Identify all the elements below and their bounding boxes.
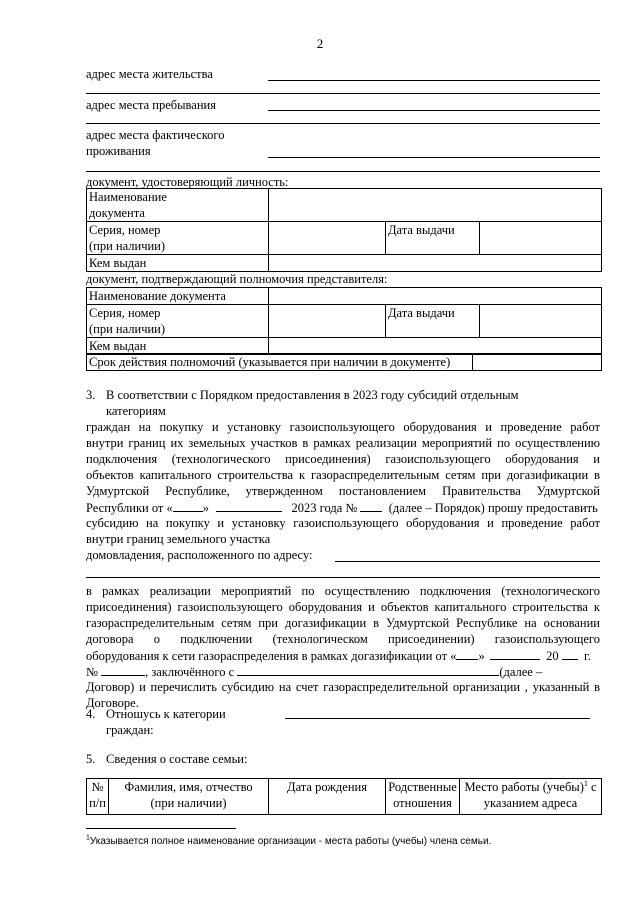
family-table-header bbox=[87, 779, 602, 815]
section3-body2-1: субсидию на покупку и установку газоиспользующего оборудования и проведение работ bbox=[86, 516, 600, 530]
identity-doc-series-field[interactable] bbox=[269, 222, 386, 255]
rep-doc-issue-date-field[interactable] bbox=[480, 305, 602, 338]
contract-date-line: оборудования к сети газораспределения в рамках догазификации от « » 20 г. bbox=[86, 649, 591, 663]
identity-doc-series-label: Серия, номер (при наличии) bbox=[87, 222, 269, 255]
residence-address-label: адрес места жительства bbox=[86, 67, 213, 81]
rep-doc-table bbox=[86, 287, 602, 355]
actual-address-label-1: адрес места фактического bbox=[86, 128, 225, 142]
section3-body-2: внутри границ их земельных участков в рамках реализации мероприятий по осуществлению bbox=[86, 436, 600, 450]
section3-body3-3: газораспределительным сетям при догазификации в Удмуртской Республике на основании bbox=[86, 616, 600, 630]
col-relation-header: Родственные отношения bbox=[386, 779, 460, 815]
rep-doc-name-field[interactable] bbox=[269, 288, 602, 305]
col-num-header: № п/п bbox=[87, 779, 109, 815]
rep-doc-issued-by-field[interactable] bbox=[269, 338, 602, 355]
stay-address-label: адрес места пребывания bbox=[86, 98, 216, 112]
contract-number-line: № , заключённого с (далее – bbox=[86, 665, 543, 679]
household-address-line2[interactable] bbox=[86, 577, 600, 578]
section4-line2: граждан: bbox=[106, 723, 154, 737]
stay-address-line2[interactable] bbox=[86, 123, 600, 124]
rep-doc-series-label: Серия, номер (при наличии) bbox=[87, 305, 269, 338]
rep-doc-issue-date-label: Дата выдачи bbox=[386, 305, 480, 338]
section3-body-1: граждан на покупку и установку газоиспользующего оборудования и проведение работ bbox=[86, 420, 600, 434]
rep-doc-series-field[interactable] bbox=[269, 305, 386, 338]
rep-doc-validity-table bbox=[86, 353, 602, 371]
page-number: 2 bbox=[316, 36, 324, 51]
section3-body-3: подключения (технологического присоединения) газоиспользующего оборудования и bbox=[86, 452, 600, 466]
rep-doc-validity-field[interactable] bbox=[473, 354, 602, 371]
identity-doc-name-field[interactable] bbox=[269, 189, 602, 222]
identity-doc-table bbox=[86, 188, 602, 272]
rep-doc-heading: документ, подтверждающий полномочия представителя: bbox=[86, 272, 388, 286]
rep-doc-validity-label: Срок действия полномочий (указывается при наличии в документе) bbox=[87, 354, 473, 371]
identity-doc-name-label: Наименование документа bbox=[87, 189, 269, 222]
footnote: $^1$Указывается полное наименование организации - места работы (учебы) члена семьи. bbox=[86, 834, 492, 847]
section3-body4-1: Договор) и перечислить субсидию на счет газораспределительной организации , указанный в bbox=[86, 680, 600, 694]
stay-address-field[interactable] bbox=[268, 110, 600, 111]
section3-line1: В соответствии с Порядком предоставления в 2023 году субсидий отдельным bbox=[106, 388, 519, 402]
identity-doc-issue-date-field[interactable] bbox=[480, 222, 602, 255]
col-name-header: Фамилия, имя, отчество (при наличии) bbox=[109, 779, 269, 815]
section5-title: Сведения о составе семьи: bbox=[106, 752, 248, 766]
section4-number: 4. bbox=[86, 707, 96, 721]
identity-doc-heading: документ, удостоверяющий личность: bbox=[86, 175, 289, 189]
category-field[interactable] bbox=[285, 718, 590, 719]
household-address-label: домовладения, расположенного по адресу: bbox=[86, 548, 313, 562]
section5-number: 5. bbox=[86, 752, 96, 766]
family-table bbox=[86, 778, 602, 815]
section3-line2: категориям bbox=[106, 404, 166, 418]
footnote-separator bbox=[86, 828, 236, 829]
rep-doc-name-label: Наименование документа bbox=[87, 288, 269, 305]
section3-date-line: Республики от « » 2023 года № (далее – Порядок) прошу предоставить bbox=[86, 501, 598, 515]
col-birth-header: Дата рождения bbox=[269, 779, 386, 815]
identity-doc-issue-date-label: Дата выдачи bbox=[386, 222, 480, 255]
section4-line1: Отношусь к категории bbox=[106, 707, 226, 721]
contract-month-blank[interactable] bbox=[490, 647, 540, 660]
section3-body3-1: в рамках реализации мероприятий по осуществлению подключения (технологического bbox=[86, 584, 600, 598]
contract-day-blank[interactable] bbox=[456, 647, 478, 660]
contract-number-blank[interactable] bbox=[101, 663, 145, 676]
residence-address-field[interactable] bbox=[268, 80, 600, 81]
rep-doc-issued-by-label: Кем выдан bbox=[87, 338, 269, 355]
section3-body-4: объектов капитального строительства к газораспределительным сетям при догазификации в bbox=[86, 468, 600, 482]
actual-address-label-2: проживания bbox=[86, 144, 151, 158]
residence-address-line2[interactable] bbox=[86, 93, 600, 94]
col-work-header: Место работы (учебы)$^1$ с указанием адреса bbox=[460, 779, 602, 815]
actual-address-field[interactable] bbox=[268, 157, 600, 158]
contract-party-blank[interactable] bbox=[237, 663, 499, 676]
section3-number: 3. bbox=[86, 388, 96, 402]
section3-body3-4: договора о подключении (технологическом присоединении) газоиспользующего bbox=[86, 632, 600, 646]
household-address-field[interactable] bbox=[335, 561, 600, 562]
contract-year-blank[interactable] bbox=[562, 647, 578, 660]
section3-body-5: Удмуртской Республике, утвержденном постановлением Правительства Удмуртской bbox=[86, 484, 600, 498]
order-day-blank[interactable] bbox=[173, 499, 203, 512]
order-month-blank[interactable] bbox=[216, 499, 282, 512]
section3-body3-2: присоединения) газоиспользующего оборудования и объектов капитального строительства к bbox=[86, 600, 600, 614]
section3-body2-last: внутри границ земельного участка bbox=[86, 532, 271, 546]
section3-body4-last: Договоре. bbox=[86, 696, 139, 710]
identity-doc-issued-by-field[interactable] bbox=[269, 255, 602, 272]
order-number-blank[interactable] bbox=[360, 499, 382, 512]
identity-doc-issued-by-label: Кем выдан bbox=[87, 255, 269, 272]
actual-address-line2[interactable] bbox=[86, 171, 600, 172]
